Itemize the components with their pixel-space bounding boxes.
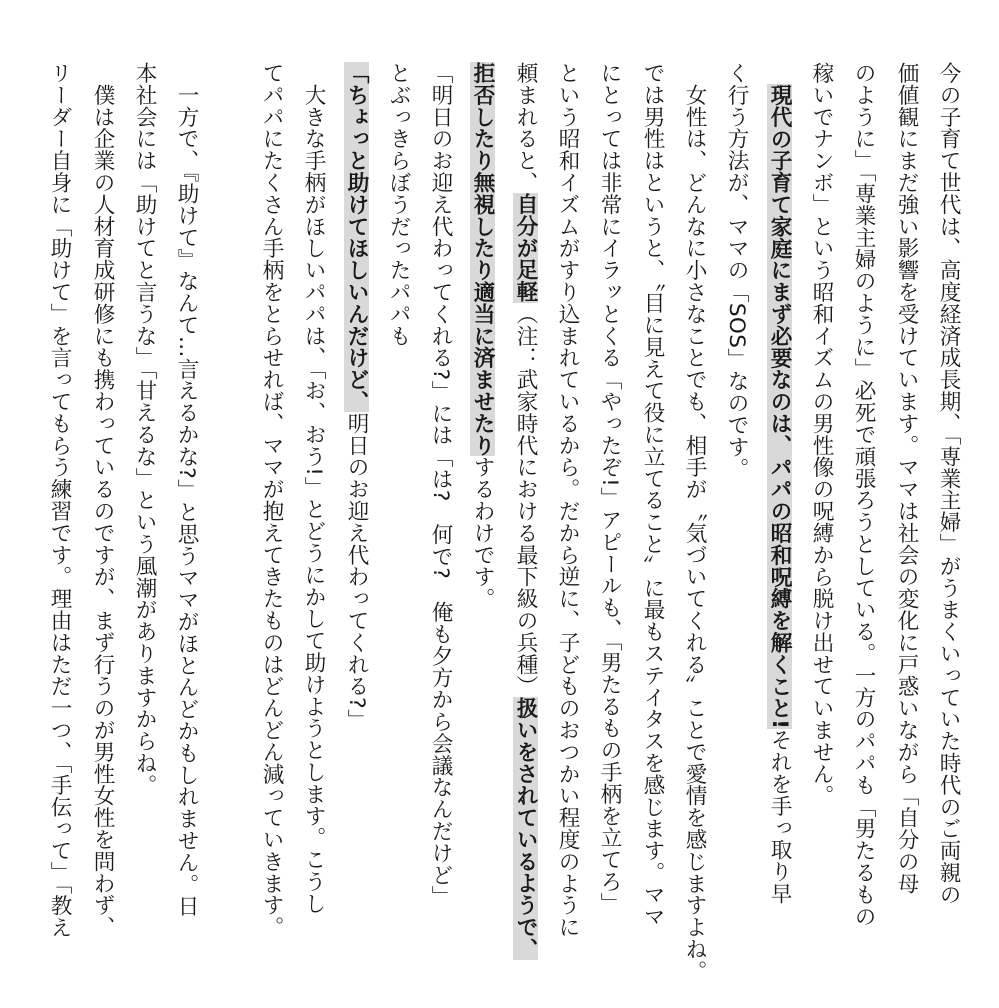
text-column — [336, 62, 376, 731]
text-column — [251, 62, 291, 938]
text-column — [589, 62, 629, 914]
body-text: それを手っ取り早 — [767, 729, 792, 905]
body-text: 大きな手柄がほしいパパは、「お、おう!」とどうにかして助けようとします。こうし — [301, 62, 326, 915]
text-column — [378, 62, 418, 347]
text-column — [293, 62, 333, 914]
body-text: にとっては非常にイラッとくる「やったぞ!」アピールも、「男たるもの手柄を立てろ」 — [597, 62, 622, 915]
body-text: リーダー自身に「助けて」を言ってもらう練習です。理由はただ一つ、「手伝って」「教え — [47, 62, 72, 939]
text-column — [843, 62, 883, 927]
body-text: 女性は、どんなに小さなことでも、相手が〝気づいてくれる〟ことで愛情を感じますよね。 — [682, 62, 707, 982]
body-text: という昭和イズムがすり込まれているから。だから逆に、子どものおつかい程度のように — [555, 62, 580, 938]
body-text: 稼いでナンボ」という昭和イズムの男性像の呪縛から脱け出せていません。 — [809, 62, 834, 807]
body-text: （注：武家時代における最下級の兵種） — [513, 302, 538, 698]
text-column — [505, 62, 545, 960]
emphasized-text: 自分が足軽 — [513, 193, 538, 303]
body-text: では男性はというと、〝目に見えて役に立てること〟に最もステイタスを感じます。ママ — [640, 62, 665, 928]
body-text: のように」「専業主婦のように」必死で頑張ろうとしている。一方のパパも「男たるもの — [851, 62, 876, 928]
body-text: 明日のお迎え代わってくれる?」 — [344, 412, 369, 731]
body-text: するわけです。 — [470, 456, 495, 610]
body-text: とぶっきらぼうだったパパも — [386, 62, 411, 347]
text-column — [716, 62, 756, 480]
text-column — [886, 62, 926, 894]
body-text: 「明日のお迎え代わってくれる?」には「は? 何で? 俺も夕方から会議なんだけど」 — [428, 62, 453, 908]
body-text: 価値観にまだ強い影響を受けています。ママは社会の変化に戸惑いながら「自分の母 — [894, 62, 919, 895]
body-text: 僕は企業の人材育成研修にも携わっているのですが、まず行うのが男性女性を問わず、 — [90, 62, 115, 938]
body-text: 頼まれると、 — [513, 62, 538, 194]
body-text — [767, 62, 792, 84]
text-column — [166, 62, 206, 917]
text-column — [759, 62, 799, 904]
text-column — [547, 62, 587, 938]
body-text: く行う方法が、ママの「SOS」なのです。 — [724, 62, 749, 480]
body-text: てパパにたくさん手柄をとらせれば、ママが抱えてきたものはどんどん減っていきます。 — [259, 62, 284, 938]
body-text: 今の子育て世代は、高度経済成長期、「専業主婦」がうまくいっていた時代のご両親の — [936, 62, 961, 906]
emphasized-text: 現代の子育て家庭にまず必要なのは、パパの昭和呪縛を解くこと! — [767, 83, 792, 730]
text-column — [462, 62, 502, 610]
body-text: 一方で、『助けて』なんて…言えるかな?」と思うママがほとんどかもしれません。日 — [174, 62, 199, 918]
emphasized-text: 「ちょっと助けてほしいんだけど、 — [344, 62, 369, 413]
text-column — [928, 62, 968, 905]
text-column — [420, 62, 460, 908]
text-column — [801, 62, 841, 807]
text-column — [632, 62, 672, 927]
body-text: 本社会には「助けてと言うな」「甘えるな」という風潮がありますからね。 — [132, 62, 157, 796]
text-column — [82, 62, 122, 938]
emphasized-text: 拒否したり無視したり適当に済ませたり — [470, 62, 495, 457]
text-column — [39, 62, 79, 938]
text-column — [124, 62, 164, 796]
emphasized-text: 扱いをされているようで、 — [513, 697, 538, 960]
text-column — [674, 62, 714, 982]
